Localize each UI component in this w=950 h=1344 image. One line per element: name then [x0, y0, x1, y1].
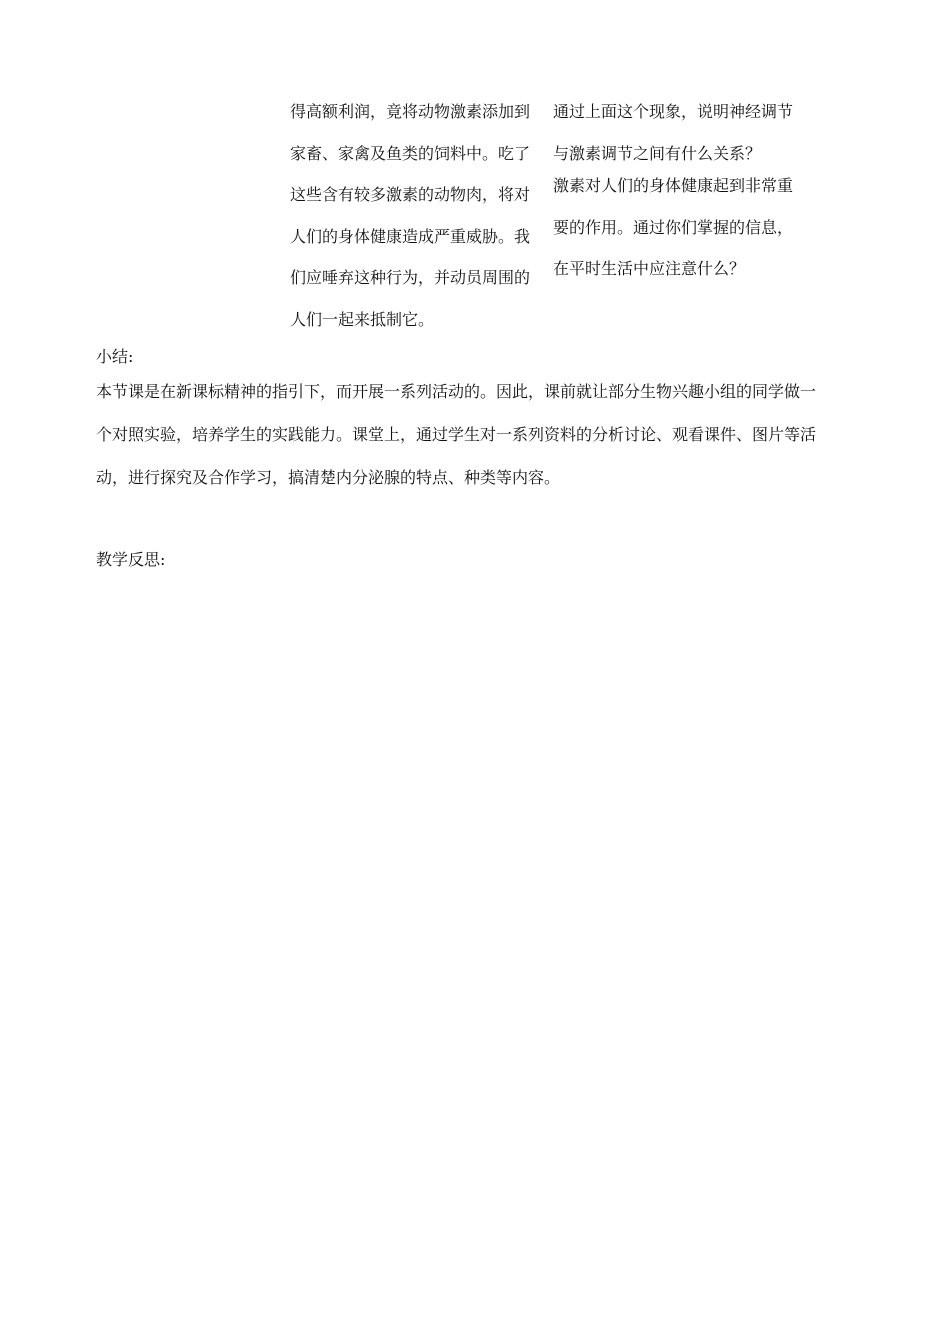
left-column-line: 这些含有较多激素的动物肉，将对 — [290, 185, 531, 204]
left-column-line: 家畜、家禽及鱼类的饲料中。吃了 — [290, 143, 531, 163]
right-column-line: 激素对人们的身体健康起到非常重 — [553, 176, 794, 195]
teaching-table-right-column-top — [553, 102, 793, 185]
right-column-line: 在平时生活中应注意什么？ — [553, 259, 746, 278]
summary-line: 本节课是在新课标精神的指引下，而开展一系列活动的。因此，课前就让部分生物兴趣小组的同学做一 — [96, 382, 817, 401]
reflection-heading: 教学反思: — [96, 550, 166, 569]
left-column-line: 们应唾弃这种行为，并动员周围的 — [290, 268, 531, 287]
summary-paragraph — [96, 382, 858, 511]
right-column-line: 与激素调节之间有什么关系？ — [553, 143, 762, 163]
summary-line: 个对照实验，培养学生的实践能力。课堂上，通过学生对一系列资料的分析讨论、观看课件、图片等活 — [96, 425, 817, 444]
summary-line: 动，进行探究及合作学习，搞清楚内分泌腺的特点、种类等内容。 — [96, 468, 561, 487]
left-column-line: 得高额利润，竟将动物激素添加到 — [290, 102, 531, 121]
teaching-table-right-column — [553, 176, 793, 301]
left-column-line: 人们的身体健康造成严重威胁。我 — [290, 226, 531, 246]
right-column-line: 通过上面这个现象，说明神经调节 — [553, 102, 794, 121]
teaching-table-left-column — [290, 102, 530, 351]
summary-heading: 小结: — [96, 347, 134, 366]
left-column-line: 人们一起来抵制它。 — [290, 309, 435, 329]
right-column-line: 要的作用。通过你们掌握的信息， — [553, 217, 794, 237]
